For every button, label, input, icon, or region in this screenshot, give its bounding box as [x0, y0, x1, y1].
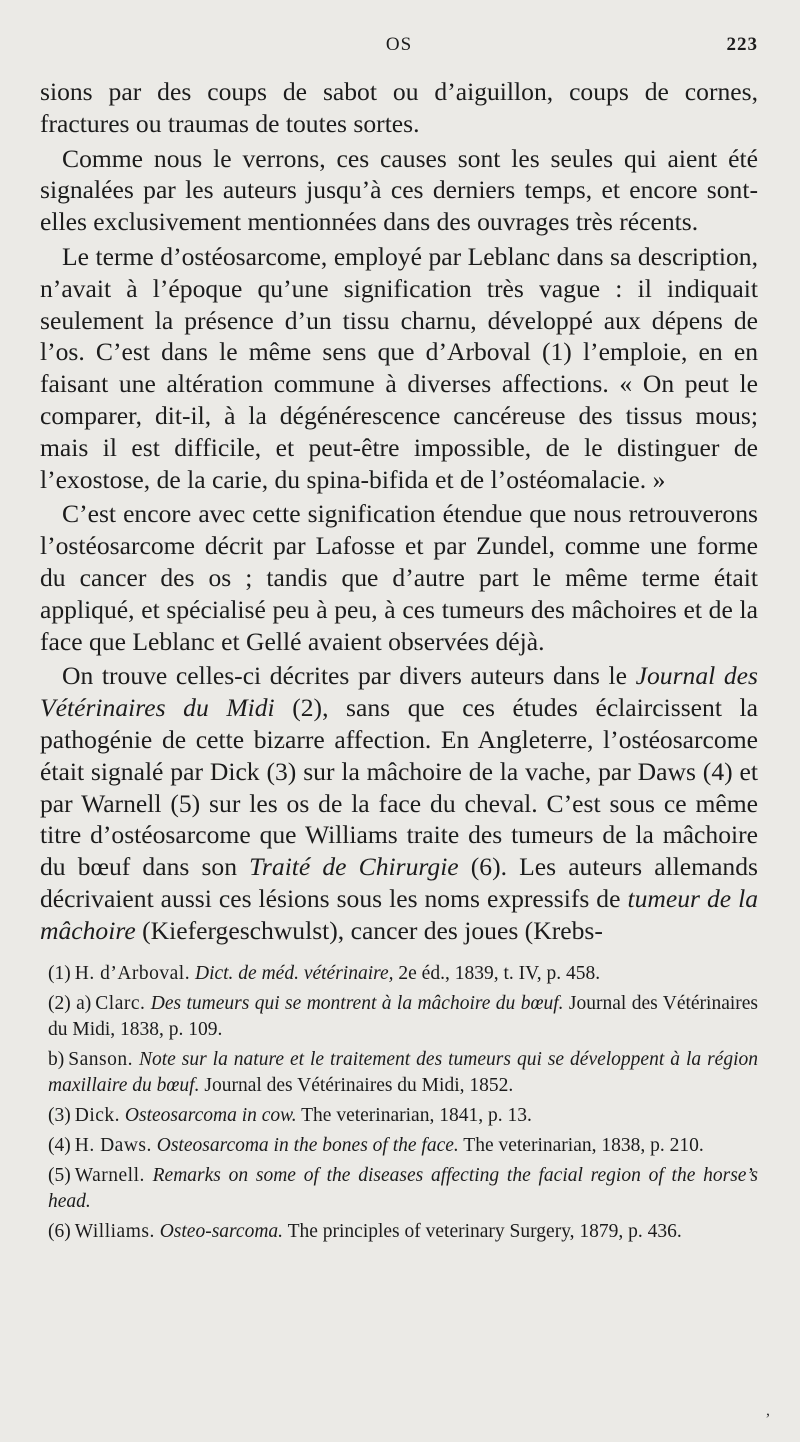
footnote-marker: (3): [48, 1104, 71, 1126]
p5-text-a: On trouve celles-ci décrites par divers auteurs dans le: [62, 661, 636, 691]
footnote-marker: (2) a): [48, 992, 92, 1014]
footnote-5: [40, 1163, 758, 1215]
footnote-ref: The principles of veterinary Surgery, 1879, p. 436.: [287, 1220, 682, 1242]
footnote-ref: The veterinarian, 1841, p. 13.: [301, 1104, 532, 1126]
footnote-marker: (6): [48, 1220, 71, 1242]
paragraph-4: C’est encore avec cette signification étendue que nous retrouverons l’ostéosarcome décrit par Lafosse et par Zundel, comme une forme du cancer des os ; tandis que d’autre part le même terme était appliqué, et spécialisé peu à peu, à ces tumeurs des mâchoires et de la face que Leblanc et Gellé avaient observées déjà.: [40, 499, 758, 656]
p5-treatise-title: Traité de Chirurgie: [249, 852, 459, 882]
p5-text-g: (Kiefergeschwulst), cancer des joues (Krebs-: [135, 915, 603, 945]
footnote-6: [40, 1219, 758, 1245]
footnote-ref: Journal des Vétérinaires du Midi, 1838, p. 109.: [48, 992, 759, 1040]
footnote-marker: (5): [48, 1164, 71, 1186]
footnote-author: Warnell.: [74, 1164, 145, 1186]
body-text: [40, 76, 758, 947]
stray-mark: ,: [766, 1402, 770, 1419]
footnote-2b: [40, 1047, 758, 1099]
paragraph-2: Comme nous le verrons, ces causes sont les seules qui aient été signalées par les auteurs jusqu’à ces derniers temps, et encore sont-elles exclusivement mentionnées dans des ouvrages très récents.: [40, 143, 758, 237]
page-header: [40, 30, 758, 70]
paragraph-5: [40, 660, 758, 946]
footnote-author: Dick.: [74, 1104, 121, 1126]
footnote-title: Note sur la nature et le traitement des tumeurs qui se développent à la région maxillaire du bœuf.: [48, 1048, 759, 1096]
footnote-ref: Journal des Vétérinaires du Midi, 1852.: [204, 1074, 514, 1096]
footnote-4: [40, 1133, 758, 1159]
footnote-title: Osteo-sarcoma.: [159, 1220, 284, 1242]
footnote-title: Osteosarcoma in the bones of the face.: [156, 1134, 459, 1156]
footnote-marker: (1): [48, 962, 71, 984]
footnote-author: Williams.: [74, 1220, 155, 1242]
p5-journal-title: Journal des Vétérinaires du Midi: [40, 661, 758, 723]
running-title: OS: [385, 34, 413, 55]
footnote-2a: [40, 991, 758, 1043]
paragraph-1: sions par des coups de sabot ou d’aiguillon, coups de cornes, fractures ou traumas de toutes sortes.: [40, 77, 758, 138]
footnote-title: Remarks on some of the diseases affecting the facial region of the horse’s head.: [48, 1164, 759, 1212]
p5-tumor-term: tumeur de la mâchoire: [40, 883, 758, 945]
footnote-ref: 2e éd., 1839, t. IV, p. 458.: [398, 962, 601, 984]
footnote-marker: (4): [48, 1134, 71, 1156]
footnote-title: Dict. de méd. vétérinaire,: [194, 962, 394, 984]
p5-text-c: (2), sans que ces études éclaircissent la pathogénie de cette bizarre affection. En Angleterre, l’ostéosarcome était signalé par Dick (3) sur la mâchoire de la vache, par Daws (4) et par Warnell (5) sur les os de la face du cheval. C’est sous ce même titre d’ostéosarcome que Williams traite des tumeurs de la mâchoire du bœuf dans son: [40, 693, 758, 882]
footnote-author: H. d’Arboval.: [74, 962, 191, 984]
footnotes: [40, 961, 758, 1245]
footnote-marker: b): [48, 1048, 65, 1070]
footnote-title: Des tumeurs qui se montrent à la mâchoire du bœuf.: [150, 992, 564, 1014]
page-number: 223: [726, 34, 758, 55]
footnote-1: [40, 961, 758, 987]
footnote-author: H. Daws.: [74, 1134, 152, 1156]
p5-text-e: (6). Les auteurs allemands décrivaient aussi ces lésions sous les noms expressifs de: [40, 852, 758, 913]
footnote-title: Osteosarcoma in cow.: [124, 1104, 297, 1126]
footnote-author: Clarc.: [95, 992, 146, 1014]
footnote-3: [40, 1103, 758, 1129]
footnote-ref: The veterinarian, 1838, p. 210.: [463, 1134, 704, 1156]
paragraph-3: Le terme d’ostéosarcome, employé par Leblanc dans sa description, n’avait à l’époque qu’une signification très vague : il indiquait seulement la présence d’un tissu charnu, développé aux dépens de l’os. C’est dans le même sens que d’Arboval (1) l’emploie, en en faisant une altération commune à diverses affections. « On peut le comparer, dit-il, à la dégénérescence cancéreuse des tissus mous; mais il est difficile, et peut-être impossible, de le distinguer de l’exostose, de la carie, du spina-bifida et de l’ostéomalacie. »: [40, 241, 758, 494]
footnote-author: Sanson.: [68, 1048, 133, 1070]
